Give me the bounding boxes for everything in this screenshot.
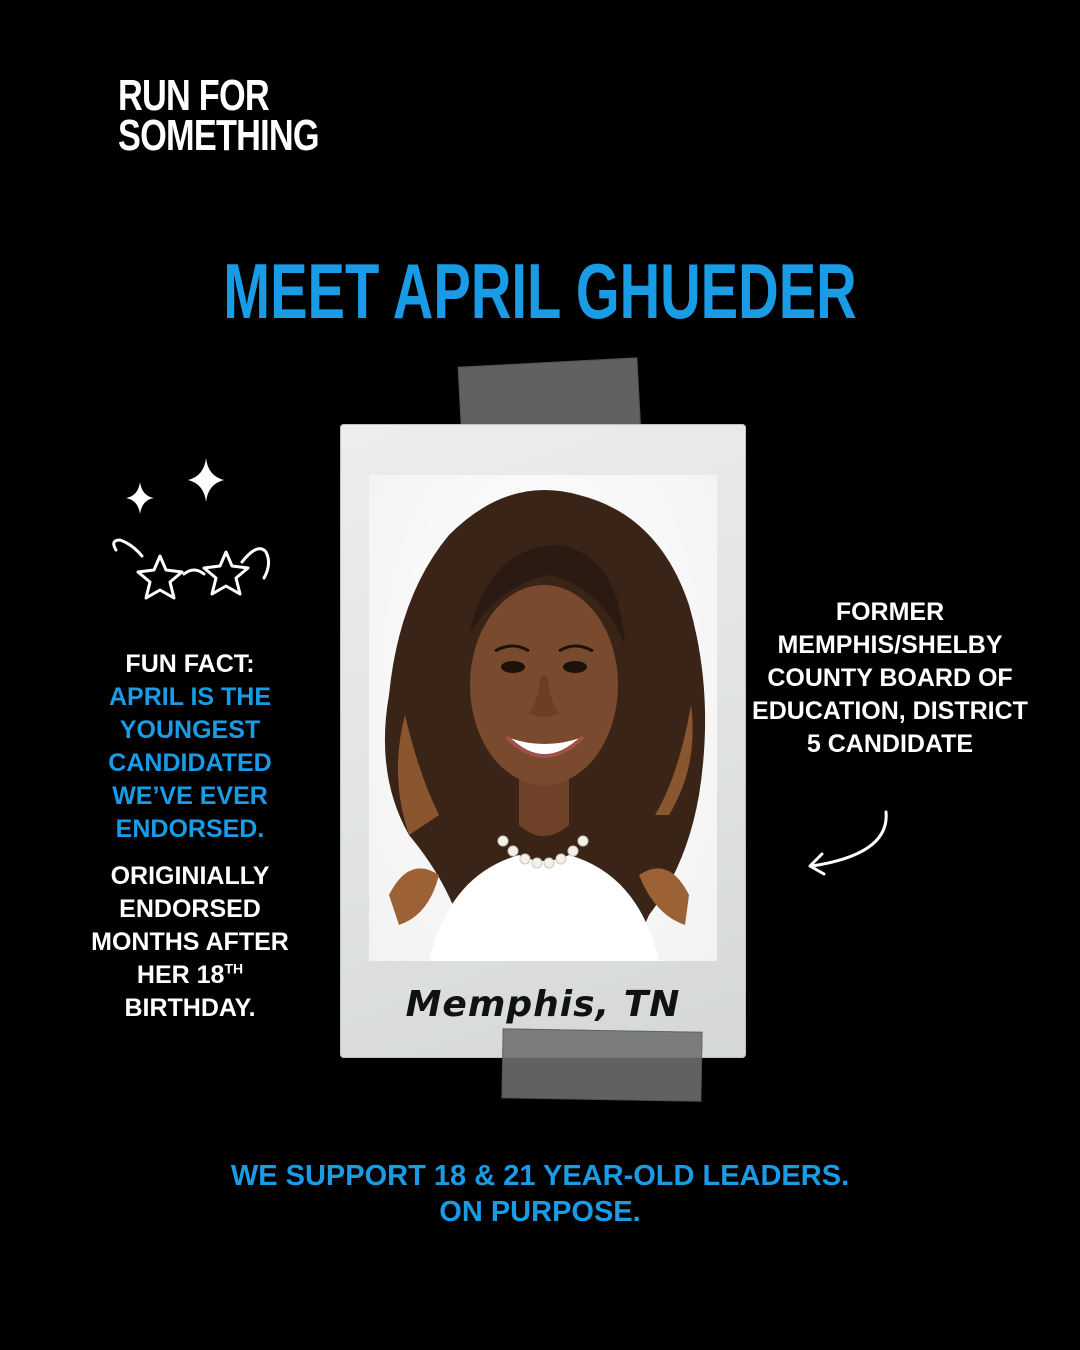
brand-logo-line-1: RUN FOR <box>118 71 269 120</box>
candidate-photo <box>369 475 717 961</box>
candidate-portrait-illustration <box>369 475 717 961</box>
fun-fact-block <box>70 648 310 1025</box>
sparkle-star-glasses-icon <box>108 452 278 612</box>
candidate-role: FORMER MEMPHIS/SHELBY COUNTY BOARD OF EDUCATION, DISTRICT 5 CANDIDATE <box>752 598 1028 758</box>
brand-logo-line-2: SOMETHING <box>118 111 319 160</box>
polaroid-frame <box>340 424 746 1058</box>
footer-tagline <box>0 1158 1080 1230</box>
endorsement-note <box>70 860 310 1025</box>
brand-logo <box>118 71 319 160</box>
endorsement-note-text: ORIGINIALLY ENDORSED MONTHS AFTER HER 18 <box>91 862 289 989</box>
endorsement-note-ordinal: TH <box>224 960 244 977</box>
footer-line-2: ON PURPOSE. <box>439 1196 641 1228</box>
fun-fact-label: FUN FACT: <box>125 650 255 678</box>
page-title: MEET APRIL GHUEDER <box>223 247 857 335</box>
photo-caption-location: Memphis, TN <box>405 984 681 1025</box>
fun-fact-text: APRIL IS THE YOUNGEST CANDIDATED WE’VE EVER ENDORSED. <box>108 683 272 843</box>
curved-arrow-icon <box>800 802 900 882</box>
tape-bottom <box>501 1028 702 1101</box>
endorsement-note-end: BIRTHDAY. <box>124 994 256 1022</box>
footer-line-1: WE SUPPORT 18 & 21 YEAR-OLD LEADERS. <box>230 1160 850 1192</box>
